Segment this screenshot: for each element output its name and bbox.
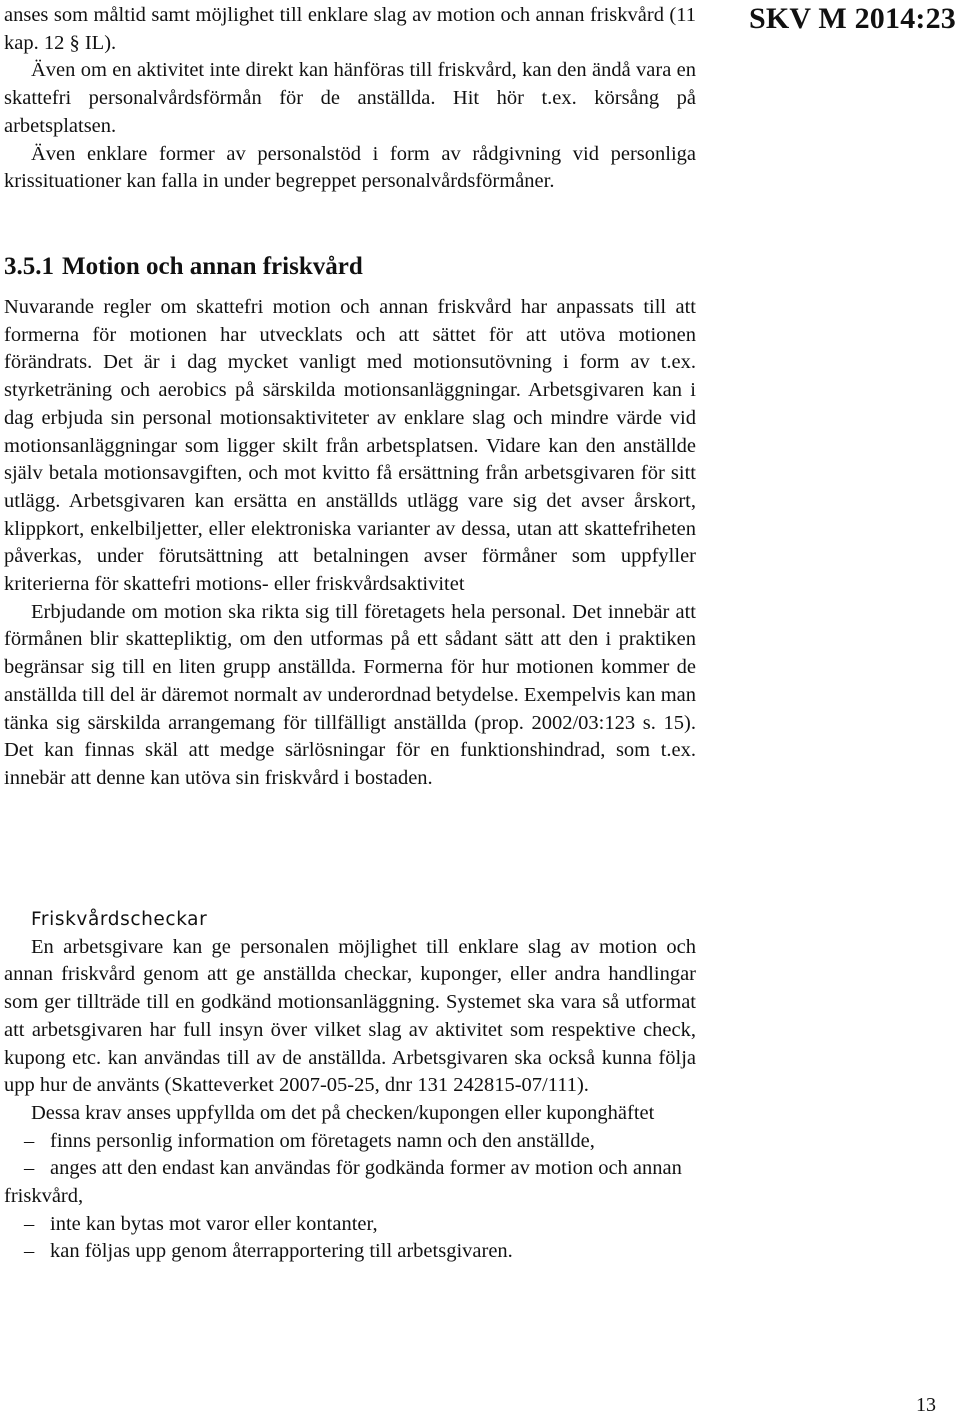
section-title: Motion och annan friskvård	[62, 253, 363, 280]
dash-bullet: –	[24, 1157, 35, 1180]
dash-bullet: –	[24, 1240, 35, 1263]
page-number: 13	[916, 1394, 936, 1416]
list-item	[4, 1128, 696, 1156]
list-item-text: kan följas upp genom återrapportering till arbetsgivaren.	[50, 1240, 513, 1263]
list-item-text: finns personlig information om företagets namn och den anställde,	[50, 1129, 595, 1152]
running-head: SKV M 2014:23	[748, 2, 956, 35]
section-3-5-1	[4, 252, 696, 793]
dash-bullet: –	[24, 1129, 35, 1152]
intro-text-block	[4, 2, 696, 196]
list-item	[4, 1238, 696, 1266]
paragraph: Även enklare former av personalstöd i form av rådgivning vid personliga krissituationer kan falla in under begreppet personalvårdsförmåner.	[4, 142, 696, 193]
dash-bullet: –	[24, 1212, 35, 1235]
section-heading	[4, 252, 696, 282]
paragraph: anses som måltid samt möjlighet till enklare slag av motion och annan friskvård (11 kap. 12 § IL).	[4, 4, 696, 54]
paragraph: En arbetsgivare kan ge personalen möjlighet till enklare slag av motion och annan friskvård genom att ge anställda checkar, kuponger, eller andra handlingar som ger tillträde till en godkänd motionsanläggning. Systemet ska vara så utformat att arbetsgivaren har full insyn över vilket slag av aktivitet som respektive check, kupong etc. kan användas till av de anställda. Arbetsgivaren ska också kunna följa upp hur de använts (Skatteverket 2007-05-25, dnr 131 242815-07/111).	[4, 935, 696, 1097]
list-item	[4, 1155, 696, 1210]
paragraph: Erbjudande om motion ska rikta sig till företagets hela personal. Det innebär att förmånen blir skattepliktig, om den utformas på ett sådant sätt att den i praktiken begränsar sig till en liten grupp anställda. Formerna för hur motionen kommer de anställda till del är däremot normalt av underordnad betydelse. Exempelvis kan man tänka sig särskilda arrangemang för tillfälligt anställda (prop. 2002/03:123 s. 15). Det kan finnas skäl att medge särlösningar för en funktionshindrad, som t.ex. innebär att denne kan utöva sin friskvård i bostaden.	[4, 600, 696, 789]
section-number: 3.5.1	[4, 253, 54, 280]
list-item-text: inte kan bytas mot varor eller kontanter,	[50, 1212, 378, 1235]
list-item	[4, 1211, 696, 1239]
paragraph: Nuvarande regler om skattefri motion och annan friskvård har anpassats till att formerna för motionen har utvecklats och att sättet för att utöva motionen förändrats. Det är i dag mycket vanligt med motionsutövning i form av t.ex. styrketräning och aerobics på särskilda motionsanläggningar. Arbetsgivaren kan i dag erbjuda sin personal motionsaktiviteter av enklare slag och mindre värde vid motionsanläggningar som ligger skilt från arbetsplatsen. Vidare kan den anställde själv betala motionsavgiften, och mot kvitto få ersättning från arbetsgivaren för sitt utlägg. Arbetsgivaren kan ersätta en anställds utlägg vare sig det avser årskort, klippkort, enkelbiljetter, eller elektroniska varianter av dessa, utan att skattefriheten påverkas, under förutsättning att betalningen avser förmåner som uppfyller kriterierna för skattefri motions- eller friskvårdsaktivitet	[4, 296, 696, 596]
subheading: Friskvårdscheckar	[31, 909, 208, 930]
paragraph: Dessa krav anses uppfyllda om det på checken/kupongen eller kuponghäftet	[31, 1101, 655, 1124]
paragraph: Även om en aktivitet inte direkt kan hänföras till friskvård, kan den ändå vara en skattefri personalvårdsförmån för de anställda. Hit hör t.ex. körsång på arbetsplatsen.	[4, 59, 696, 137]
list-item-text: anges att den endast kan användas för godkända former av motion och annan friskvård,	[4, 1157, 682, 1208]
friskvardscheckar-block	[4, 906, 696, 1266]
